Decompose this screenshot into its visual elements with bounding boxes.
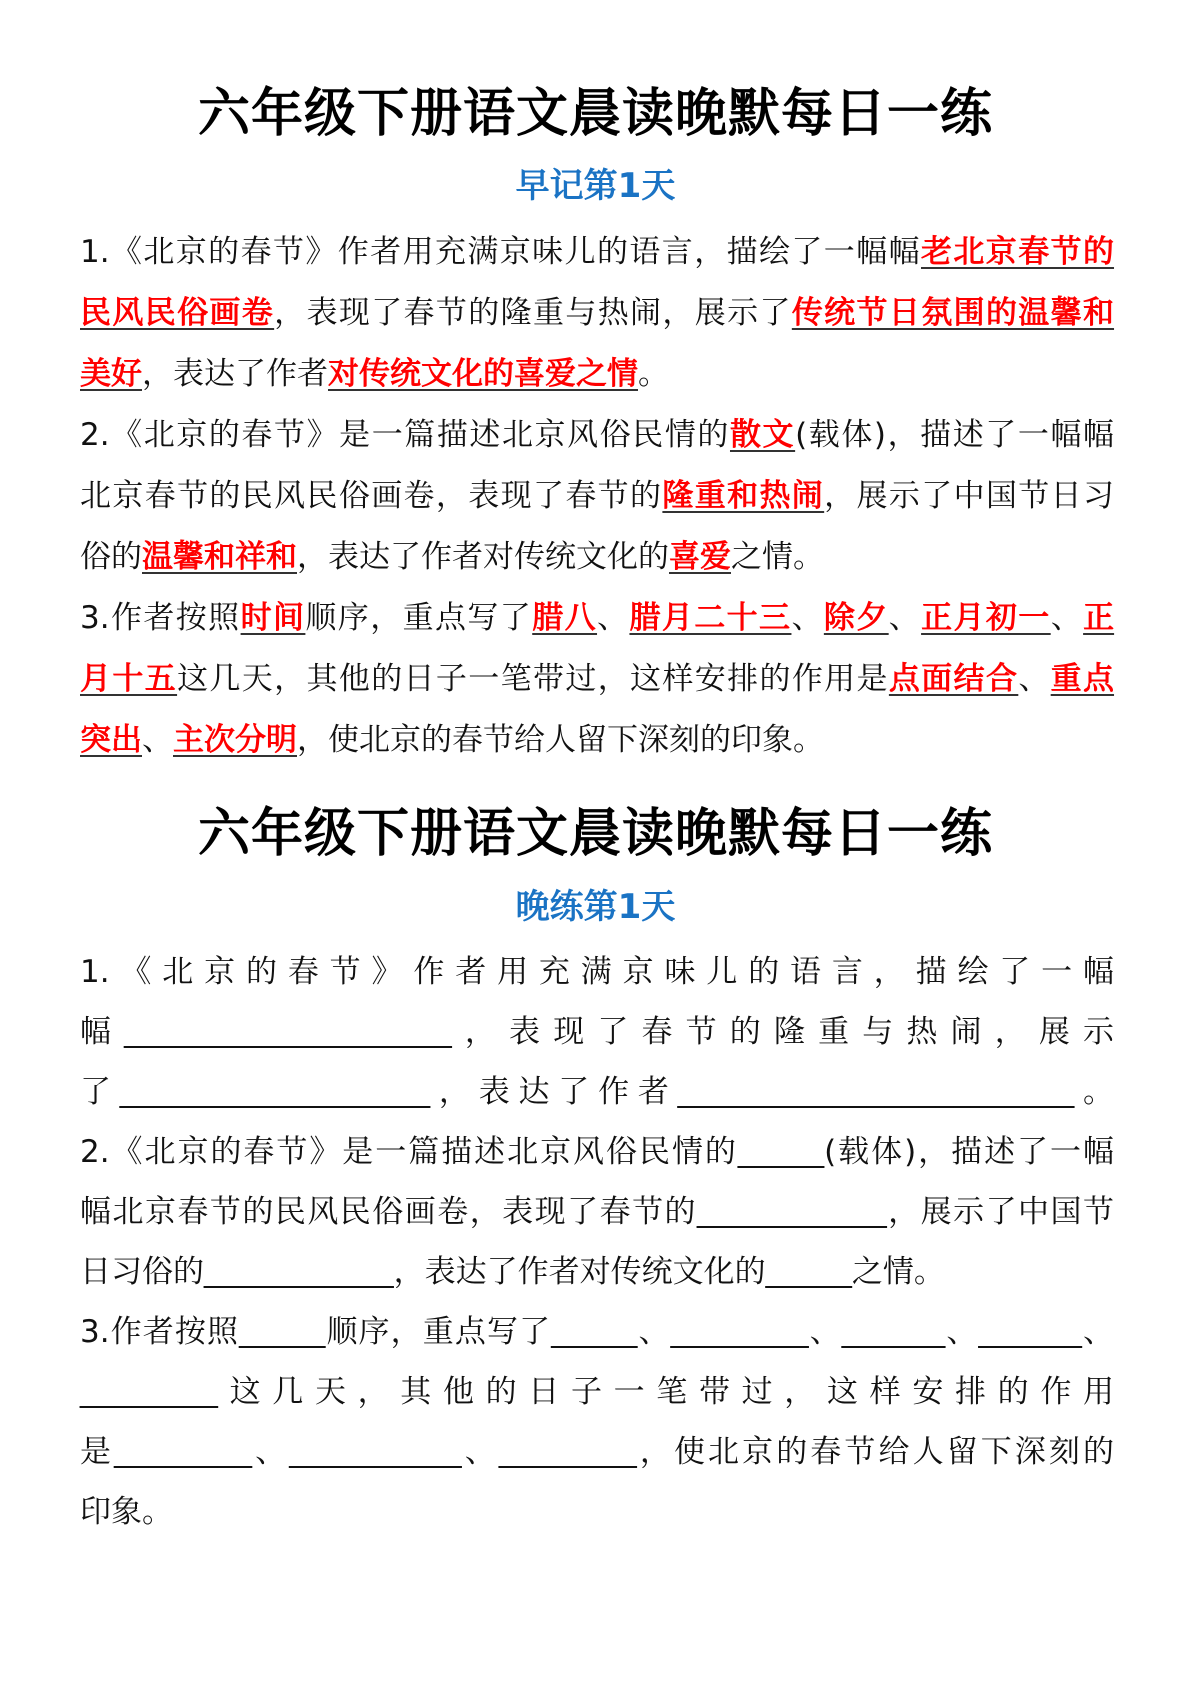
section-subtitle: 晚练第1天	[515, 887, 676, 927]
text-line	[80, 466, 1114, 527]
text-line	[80, 1482, 1114, 1542]
answer-highlight: 腊月二十三	[629, 600, 792, 636]
answer-highlight: 时间	[240, 600, 306, 636]
answers-block	[80, 222, 1114, 771]
text-line	[80, 1182, 1114, 1242]
text-segment: ，表达了作者	[430, 1074, 678, 1110]
text-segment: 、	[808, 1314, 842, 1350]
text-segment: 、	[597, 600, 630, 636]
text-segment: 幅	[80, 1014, 125, 1050]
answer-highlight: 隆重和热闹	[662, 478, 825, 514]
answer-highlight: 点面结合	[888, 661, 1019, 697]
fill-in-blank[interactable]: _____	[551, 1314, 638, 1349]
text-segment: 2.《北京的春节》是一篇描述北京风俗民情的	[80, 417, 730, 453]
text-segment: ，表现了春节的隆重与热闹，展示了	[274, 295, 792, 331]
text-line	[80, 527, 1114, 588]
answer-highlight: 喜爱	[669, 539, 731, 575]
answer-highlight: 除夕	[823, 600, 889, 636]
text-line	[80, 283, 1114, 344]
text-segment: 、	[461, 1434, 499, 1470]
answer-highlight: 美好	[80, 356, 142, 392]
fill-in-blank[interactable]: ___________	[697, 1194, 887, 1229]
fill-in-blank[interactable]: ______	[841, 1314, 946, 1349]
text-segment: 这几天，其他的日子一笔带过，这样安排的作用	[217, 1374, 1114, 1410]
text-line	[80, 710, 1114, 771]
text-segment: 、	[1018, 661, 1051, 697]
page-title: 六年级下册语文晨读晚默每日一练	[197, 804, 993, 864]
answer-highlight: 传统节日氛围的温馨和	[791, 295, 1115, 331]
text-segment: ，展示了中国节日习	[824, 478, 1115, 514]
text-line	[80, 1362, 1114, 1422]
text-segment: 、	[791, 600, 824, 636]
text-line	[80, 1062, 1114, 1122]
fill-in-blank[interactable]: _____	[239, 1314, 326, 1349]
fill-in-blank[interactable]: ___________________	[124, 1014, 452, 1049]
text-segment: 、	[888, 600, 922, 636]
text-segment: (载体)，描述了一幅	[824, 1134, 1114, 1170]
answer-highlight: 民风民俗画卷	[80, 295, 275, 331]
text-segment: 1.《北京的春节》作者用充满京味儿的语言，描绘了一幅	[80, 954, 1114, 990]
text-segment: ，使北京的春节给人留下深刻的	[636, 1434, 1115, 1470]
text-segment: 2.《北京的春节》是一篇描述北京风俗民情的	[80, 1134, 738, 1170]
fill-in-blank[interactable]: _______________________	[677, 1074, 1075, 1109]
text-segment: 了	[80, 1074, 120, 1110]
text-segment: 、	[945, 1314, 979, 1350]
exercise-block	[80, 942, 1114, 1542]
text-segment: 3.作者按照	[80, 600, 241, 636]
fill-in-blank[interactable]: ________	[498, 1434, 637, 1469]
text-line	[80, 344, 1114, 405]
answer-highlight: 散文	[729, 417, 796, 453]
answer-highlight: 重点	[1050, 661, 1115, 697]
text-segment: 顺序，重点写了	[325, 1314, 552, 1350]
text-segment: 。	[638, 356, 669, 392]
fill-in-blank[interactable]: ______	[978, 1314, 1082, 1349]
answer-highlight: 主次分明	[173, 722, 297, 758]
fill-in-blank[interactable]: ________	[114, 1434, 253, 1469]
text-segment: 之情。	[731, 539, 824, 575]
text-segment: 日习俗的	[80, 1254, 204, 1290]
text-line	[80, 942, 1114, 1002]
text-segment: 3.作者按照	[80, 1314, 240, 1350]
text-line	[80, 1422, 1114, 1482]
fill-in-blank[interactable]: ________	[80, 1374, 218, 1409]
text-line	[80, 222, 1114, 283]
text-segment: ，表达了作者对传统文化的	[297, 539, 669, 575]
text-line	[80, 405, 1114, 466]
text-segment: 之情。	[851, 1254, 945, 1290]
text-segment: ，表达了作者	[142, 356, 328, 392]
answer-highlight: 温馨和祥和	[142, 539, 297, 575]
fill-in-blank[interactable]: __________	[289, 1434, 462, 1469]
text-segment: 是	[80, 1434, 115, 1470]
answer-highlight: 正	[1083, 600, 1115, 636]
text-segment: 、	[1081, 1314, 1115, 1350]
text-segment: 顺序，重点写了	[305, 600, 533, 636]
text-segment: 、	[637, 1314, 671, 1350]
text-line	[80, 1302, 1114, 1362]
fill-in-blank[interactable]: ___________	[204, 1254, 394, 1289]
answer-highlight: 月十五	[80, 661, 178, 697]
answer-highlight: 腊八	[532, 600, 598, 636]
fill-in-blank[interactable]: ________	[670, 1314, 809, 1349]
text-segment: (载体)，描述了一幅幅	[795, 417, 1115, 453]
text-segment: ，表现了春节的隆重与热闹，展示	[451, 1014, 1115, 1050]
text-segment: 北京春节的民风民俗画卷，表现了春节的	[80, 478, 663, 514]
text-segment: 、	[1050, 600, 1084, 636]
text-segment: 、	[142, 722, 173, 758]
text-segment: 幅北京春节的民风民俗画卷，表现了春节的	[80, 1194, 698, 1230]
fill-in-blank[interactable]: _____	[765, 1254, 852, 1289]
text-segment: 这几天，其他的日子一笔带过，这样安排的作用是	[177, 661, 889, 697]
page-title: 六年级下册语文晨读晚默每日一练	[197, 84, 993, 144]
section-subtitle: 早记第1天	[515, 166, 676, 206]
text-line	[80, 1122, 1114, 1182]
answer-highlight: 老北京春节的	[921, 234, 1115, 270]
text-line	[80, 1002, 1114, 1062]
text-segment: 俗的	[80, 539, 142, 575]
text-line	[80, 1242, 1114, 1302]
fill-in-blank[interactable]: __________________	[119, 1074, 431, 1109]
answer-highlight: 正月初一	[921, 600, 1051, 636]
text-segment: 印象。	[80, 1494, 173, 1530]
answer-highlight: 突出	[80, 722, 142, 758]
answer-highlight: 对传统文化的喜爱之情	[328, 356, 638, 392]
fill-in-blank[interactable]: _____	[737, 1134, 825, 1169]
text-segment: 、	[252, 1434, 290, 1470]
text-segment: ，表达了作者对传统文化的	[393, 1254, 766, 1290]
text-segment: ，展示了中国节	[886, 1194, 1115, 1230]
text-segment: 1.《北京的春节》作者用充满京味儿的语言，描绘了一幅幅	[80, 234, 921, 270]
text-segment: 。	[1074, 1074, 1115, 1110]
text-line	[80, 588, 1114, 649]
text-line	[80, 649, 1114, 710]
text-segment: ，使北京的春节给人留下深刻的印象。	[297, 722, 824, 758]
